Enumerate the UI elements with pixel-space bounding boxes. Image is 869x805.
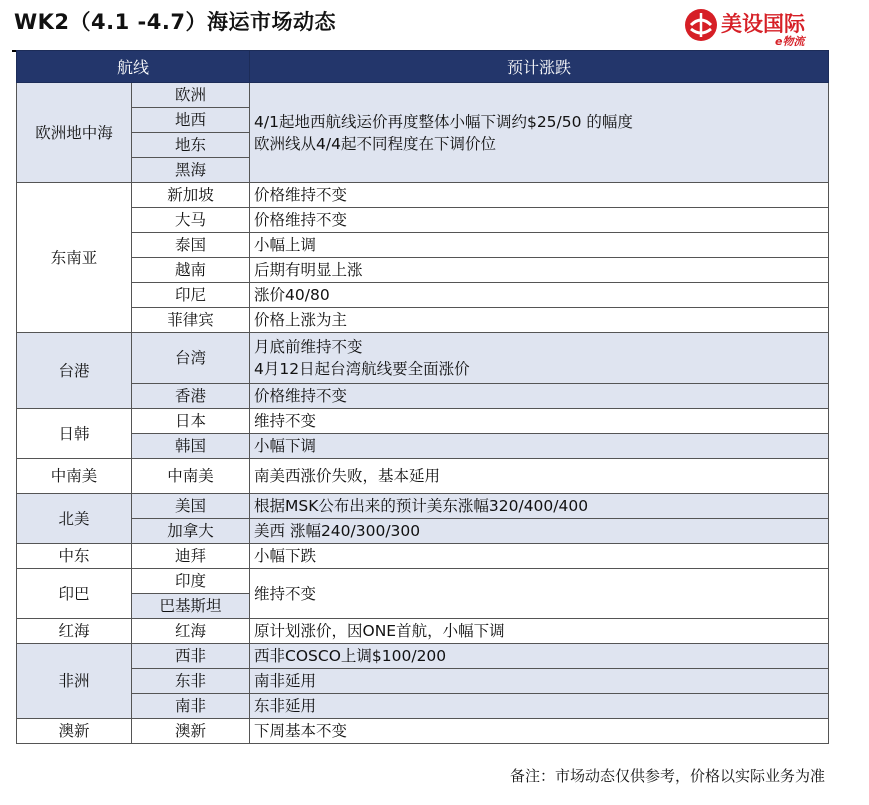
region-cell: 中南美 [17, 459, 132, 494]
change-cell [250, 83, 829, 183]
change-cell: 小幅下调 [250, 434, 829, 459]
table-row [17, 569, 829, 594]
region-cell: 印巴 [17, 569, 132, 619]
table-row [17, 384, 829, 409]
route-cell: 日本 [132, 409, 250, 434]
route-cell: 美国 [132, 494, 250, 519]
route-cell: 澳新 [132, 719, 250, 744]
route-cell: 欧洲 [132, 83, 250, 108]
change-line: 欧洲线从4/4起不同程度在下调价位 [254, 134, 496, 153]
table-row [17, 719, 829, 744]
change-cell: 原计划涨价，因ONE首航，小幅下调 [250, 619, 829, 644]
change-cell: 南美西涨价失败，基本延用 [250, 459, 829, 494]
route-cell: 迪拜 [132, 544, 250, 569]
region-cell: 北美 [17, 494, 132, 544]
route-cell: 巴基斯坦 [132, 594, 250, 619]
table-row [17, 233, 829, 258]
route-cell: 中南美 [132, 459, 250, 494]
logo-sub: e物流 [775, 35, 805, 48]
table-row [17, 544, 829, 569]
company-logo [683, 6, 833, 48]
region-cell: 台港 [17, 333, 132, 409]
change-cell: 维持不变 [250, 409, 829, 434]
route-cell: 印度 [132, 569, 250, 594]
route-cell: 西非 [132, 644, 250, 669]
change-line: 月底前维持不变 [254, 338, 363, 356]
route-cell: 黑海 [132, 158, 250, 183]
route-cell: 地东 [132, 133, 250, 158]
change-cell: 南非延用 [250, 669, 829, 694]
change-cell: 西非COSCO上调$100/200 [250, 644, 829, 669]
change-cell: 小幅下跌 [250, 544, 829, 569]
route-cell: 红海 [132, 619, 250, 644]
table-row [17, 434, 829, 459]
region-cell: 澳新 [17, 719, 132, 744]
route-cell: 新加坡 [132, 183, 250, 208]
table-row [17, 409, 829, 434]
table-row [17, 669, 829, 694]
route-cell: 泰国 [132, 233, 250, 258]
change-line: 4/1起地西航线运价再度整体小幅下调约$25/50 的幅度 [254, 112, 633, 131]
change-cell: 涨价40/80 [250, 283, 829, 308]
route-cell: 大马 [132, 208, 250, 233]
route-cell: 台湾 [132, 333, 250, 384]
region-cell: 非洲 [17, 644, 132, 719]
change-cell: 价格维持不变 [250, 384, 829, 409]
table-row [17, 258, 829, 283]
change-cell: 下周基本不变 [250, 719, 829, 744]
route-cell: 南非 [132, 694, 250, 719]
route-cell: 菲律宾 [132, 308, 250, 333]
route-cell: 越南 [132, 258, 250, 283]
header-change: 预计涨跌 [250, 51, 829, 83]
table-row [17, 619, 829, 644]
logo-mark-icon [683, 7, 719, 43]
footer-note: 备注：市场动态仅供参考，价格以实际业务为准 [509, 767, 825, 785]
table-row [17, 333, 829, 384]
region-cell: 红海 [17, 619, 132, 644]
route-cell: 东非 [132, 669, 250, 694]
change-cell: 价格维持不变 [250, 183, 829, 208]
region-cell: 东南亚 [17, 183, 132, 333]
route-cell: 地西 [132, 108, 250, 133]
change-cell: 后期有明显上涨 [250, 258, 829, 283]
region-cell: 日韩 [17, 409, 132, 459]
logo-name: 美设国际 [721, 12, 805, 36]
change-cell: 维持不变 [250, 569, 829, 619]
change-cell: 东非延用 [250, 694, 829, 719]
table-row [17, 644, 829, 669]
page-title: WK2（4.1 -4.7）海运市场动态 [14, 10, 336, 34]
change-line: 4月12日起台湾航线要全面涨价 [254, 360, 470, 378]
table-row [17, 83, 829, 108]
header-route: 航线 [17, 51, 250, 83]
change-cell: 根据MSK公布出来的预计美东涨幅320/400/400 [250, 494, 829, 519]
table-row [17, 459, 829, 494]
change-cell: 美西 涨幅240/300/300 [250, 519, 829, 544]
route-cell: 印尼 [132, 283, 250, 308]
route-cell: 加拿大 [132, 519, 250, 544]
table-header-row [17, 51, 829, 83]
region-cell: 中东 [17, 544, 132, 569]
route-cell: 香港 [132, 384, 250, 409]
table-row [17, 694, 829, 719]
table-row [17, 283, 829, 308]
table-row [17, 519, 829, 544]
shipping-rate-table [16, 50, 829, 744]
change-cell: 价格上涨为主 [250, 308, 829, 333]
table-row [17, 208, 829, 233]
change-cell [250, 333, 829, 384]
change-cell: 价格维持不变 [250, 208, 829, 233]
route-cell: 韩国 [132, 434, 250, 459]
table-row [17, 183, 829, 208]
change-cell: 小幅上调 [250, 233, 829, 258]
region-cell: 欧洲地中海 [17, 83, 132, 183]
table-row [17, 494, 829, 519]
table-row [17, 308, 829, 333]
